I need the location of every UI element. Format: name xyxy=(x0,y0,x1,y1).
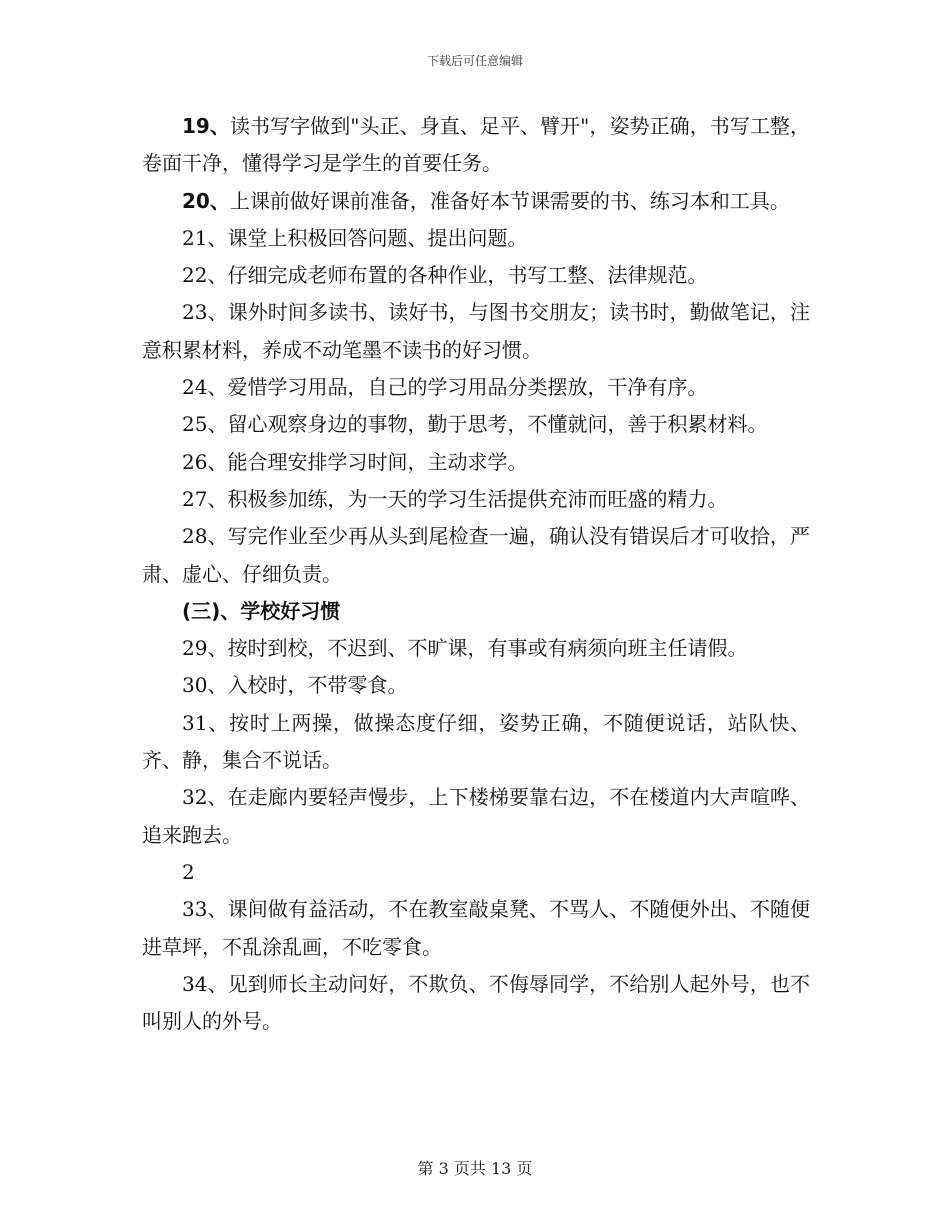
list-item xyxy=(142,891,810,966)
item-number: 28、 xyxy=(182,524,228,549)
item-number: 31、 xyxy=(182,710,230,735)
item-number: 19、 xyxy=(182,114,230,138)
page-header: 下载后可任意编辑 xyxy=(426,54,523,68)
list-item xyxy=(142,294,810,369)
item-text: 按时到校，不迟到、不旷课，有事或有病须向班主任请假。 xyxy=(227,636,748,661)
item-text: 写完作业至少再从头到尾检查一遍，确认没有错误后才可收拾，严肃、虚心、仔细负责。 xyxy=(142,524,811,586)
item-number: 23、 xyxy=(182,300,228,325)
document-body xyxy=(142,108,810,1040)
item-number: 24、 xyxy=(182,375,228,400)
item-text: 课堂上积极回答问题、提出问题。 xyxy=(227,225,528,250)
page-footer: 第 3 页共 13 页 xyxy=(417,1159,533,1178)
list-item xyxy=(142,220,810,257)
list-item xyxy=(142,779,810,854)
item-text: 读书写字做到"头正、身直、足平、臂开"，姿势正确，书写工整，卷面干净，懂得学习是学生的首要任务。 xyxy=(142,114,810,176)
page-marker: 2 xyxy=(182,859,195,884)
item-text: 留心观察身边的事物，勤于思考，不懂就问，善于积累材料。 xyxy=(227,412,768,437)
item-number: 33、 xyxy=(182,897,228,922)
item-text: 爱惜学习用品，自己的学习用品分类摆放，干净有序。 xyxy=(227,375,708,400)
item-text: 仔细完成老师布置的各种作业，书写工整、法律规范。 xyxy=(227,263,708,288)
item-text: 积极参加练，为一天的学习生活提供充沛而旺盛的精力。 xyxy=(227,486,728,511)
item-number: 21、 xyxy=(182,225,228,250)
item-number: 30、 xyxy=(182,673,228,698)
list-item xyxy=(142,481,810,518)
item-number: 20、 xyxy=(182,188,230,213)
list-item xyxy=(142,183,810,220)
item-text: 上课前做好课前准备，准备好本节课需要的书、练习本和工具。 xyxy=(229,188,790,213)
list-item xyxy=(142,444,810,481)
list-item xyxy=(142,966,810,1041)
list-item xyxy=(142,705,810,780)
item-text: 课间做有益活动，不在教室敲桌凳、不骂人、不随便外出、不随便进草坪，不乱涂乱画，不吃零食。 xyxy=(142,897,811,959)
item-text: 课外时间多读书、读好书，与图书交朋友；读书时，勤做笔记，注意积累材料，养成不动笔墨不读书的好习惯。 xyxy=(142,300,811,362)
list-item xyxy=(142,667,810,704)
item-text: 见到师长主动问好，不欺负、不侮辱同学，不给别人起外号，也不叫别人的外号。 xyxy=(142,971,811,1034)
item-text: 在走廊内要轻声慢步，上下楼梯要靠右边，不在楼道内大声喧哗、追来跑去。 xyxy=(142,785,811,847)
item-number: 26、 xyxy=(182,449,228,474)
item-number: 27、 xyxy=(182,486,228,511)
list-item xyxy=(142,518,810,593)
item-text: 入校时，不带零食。 xyxy=(227,673,408,698)
item-text: 能合理安排学习时间，主动求学。 xyxy=(227,449,528,474)
list-item xyxy=(142,257,810,294)
list-item xyxy=(142,406,810,443)
list-item xyxy=(142,108,810,183)
item-number: 29、 xyxy=(182,636,228,661)
item-number: 34、 xyxy=(182,971,228,996)
item-text: 按时上两操，做操态度仔细，姿势正确，不随便说话，站队快、齐、静，集合不说话。 xyxy=(142,710,811,773)
item-number: 32、 xyxy=(182,785,228,810)
item-number: 25、 xyxy=(182,412,228,437)
item-number: 22、 xyxy=(182,263,228,288)
list-item xyxy=(142,630,810,667)
list-item xyxy=(142,369,810,406)
section-heading: (三)、学校好习惯 xyxy=(182,598,341,623)
